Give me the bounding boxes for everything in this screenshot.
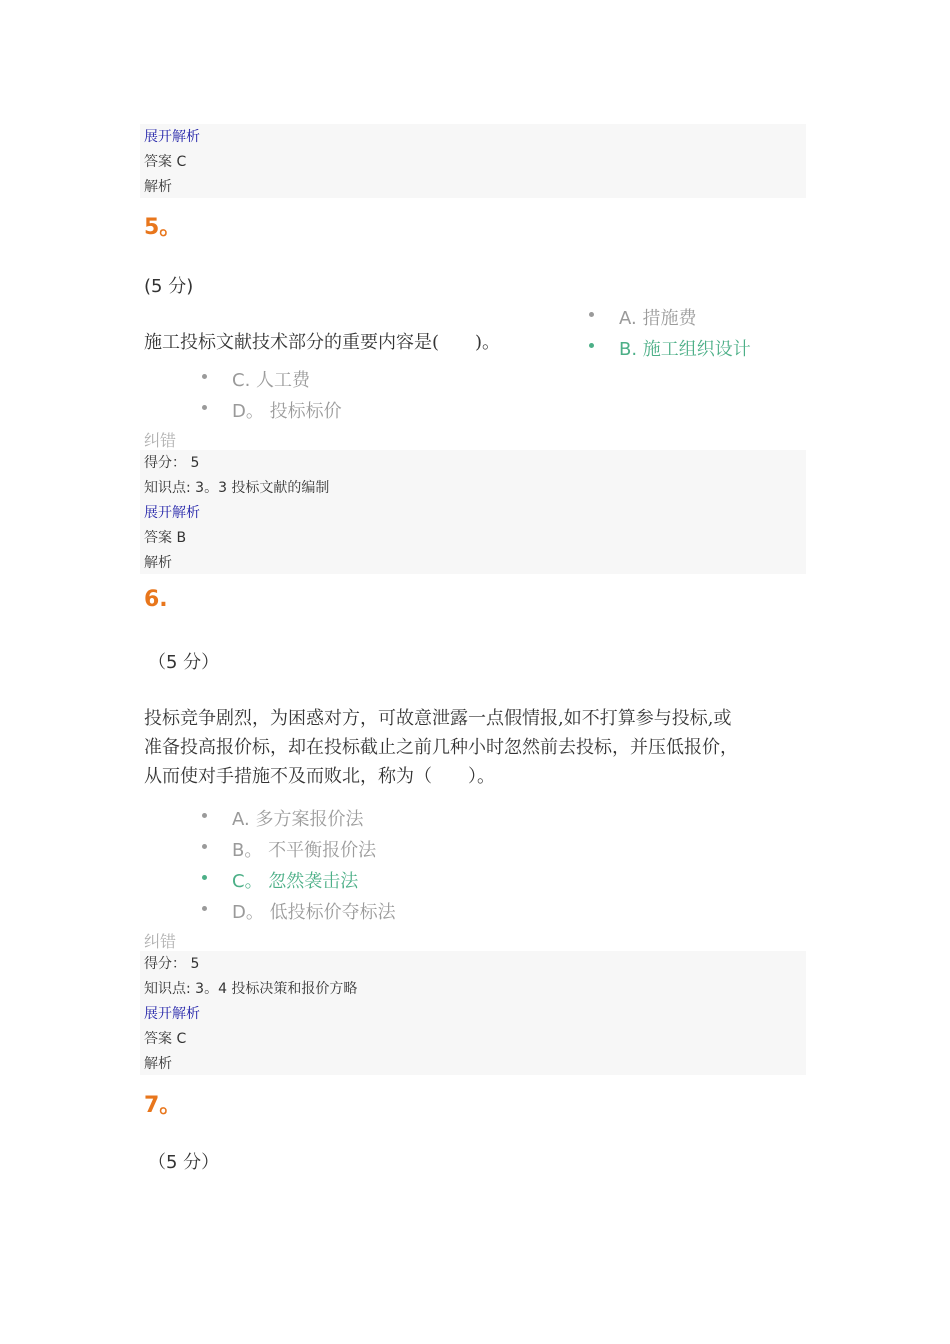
bullet-icon bbox=[202, 405, 207, 410]
bullet-icon bbox=[589, 312, 594, 317]
bullet-icon bbox=[202, 844, 207, 849]
expand-analysis-link[interactable]: 展开解析 bbox=[144, 129, 200, 145]
analysis-panel-q6 bbox=[140, 951, 806, 1075]
option-label: A. 多方案报价法 bbox=[232, 809, 364, 830]
expand-analysis-link[interactable]: 展开解析 bbox=[144, 1006, 200, 1022]
question-stem-6-line-3: 从而使对手措施不及而败北，称为（ ）。 bbox=[144, 766, 495, 787]
option-label: B。 不平衡报价法 bbox=[232, 840, 377, 861]
option-label: D。 投标标价 bbox=[232, 401, 342, 422]
question-number-5: 5。 bbox=[144, 215, 182, 240]
question-stem-5: 施工投标文献技术部分的重要内容是( )。 bbox=[144, 332, 501, 353]
option-5-b[interactable] bbox=[619, 335, 751, 361]
bullet-icon bbox=[202, 906, 207, 911]
option-6-b[interactable] bbox=[232, 836, 376, 862]
score-text: 得分： 5 bbox=[144, 455, 200, 471]
knowledge-point: 知识点: 3。3 投标文献的编制 bbox=[144, 480, 330, 496]
option-label: B. 施工组织设计 bbox=[619, 339, 751, 360]
score-text: 得分： 5 bbox=[144, 956, 200, 972]
option-label: C. 人工费 bbox=[232, 370, 311, 391]
analysis-panel-q5 bbox=[140, 450, 806, 574]
bullet-icon bbox=[202, 813, 207, 818]
option-6-a[interactable] bbox=[232, 805, 363, 831]
bullet-icon bbox=[589, 343, 594, 348]
question-number-6: 6. bbox=[144, 587, 168, 612]
bullet-icon bbox=[202, 875, 207, 880]
question-stem-6-line-2: 准备投高报价标，却在投标截止之前几种小时忽然前去投标，并压低报价， bbox=[144, 737, 738, 758]
answer-text: 答案 B bbox=[144, 530, 187, 546]
option-label: D。 低投标价夺标法 bbox=[232, 902, 396, 923]
question-number-7: 7。 bbox=[144, 1093, 182, 1118]
expand-analysis-link[interactable]: 展开解析 bbox=[144, 505, 200, 521]
option-label: C。 忽然袭击法 bbox=[232, 871, 359, 892]
analysis-label: 解析 bbox=[144, 555, 172, 571]
analysis-label: 解析 bbox=[144, 179, 172, 195]
option-6-d[interactable] bbox=[232, 898, 396, 924]
report-error-link-5[interactable]: 纠错 bbox=[144, 431, 177, 450]
option-5-a[interactable] bbox=[619, 304, 696, 330]
analysis-panel-q4 bbox=[140, 124, 806, 198]
question-score-7: （5 分） bbox=[148, 1152, 220, 1173]
knowledge-point: 知识点: 3。4 投标决策和报价方略 bbox=[144, 981, 358, 997]
analysis-label: 解析 bbox=[144, 1056, 172, 1072]
question-score-5: (5 分) bbox=[144, 276, 194, 297]
question-stem-6-line-1: 投标竞争剧烈，为困惑对方，可故意泄露一点假情报,如不打算参与投标,或 bbox=[144, 708, 732, 729]
bullet-icon bbox=[202, 374, 207, 379]
option-6-c[interactable] bbox=[232, 867, 358, 893]
option-5-d[interactable] bbox=[232, 397, 342, 423]
report-error-link-6[interactable]: 纠错 bbox=[144, 932, 177, 951]
answer-text: 答案 C bbox=[144, 154, 187, 170]
option-5-c[interactable] bbox=[232, 366, 310, 392]
question-score-6: （5 分） bbox=[148, 652, 220, 673]
answer-text: 答案 C bbox=[144, 1031, 187, 1047]
option-label: A. 措施费 bbox=[619, 308, 697, 329]
